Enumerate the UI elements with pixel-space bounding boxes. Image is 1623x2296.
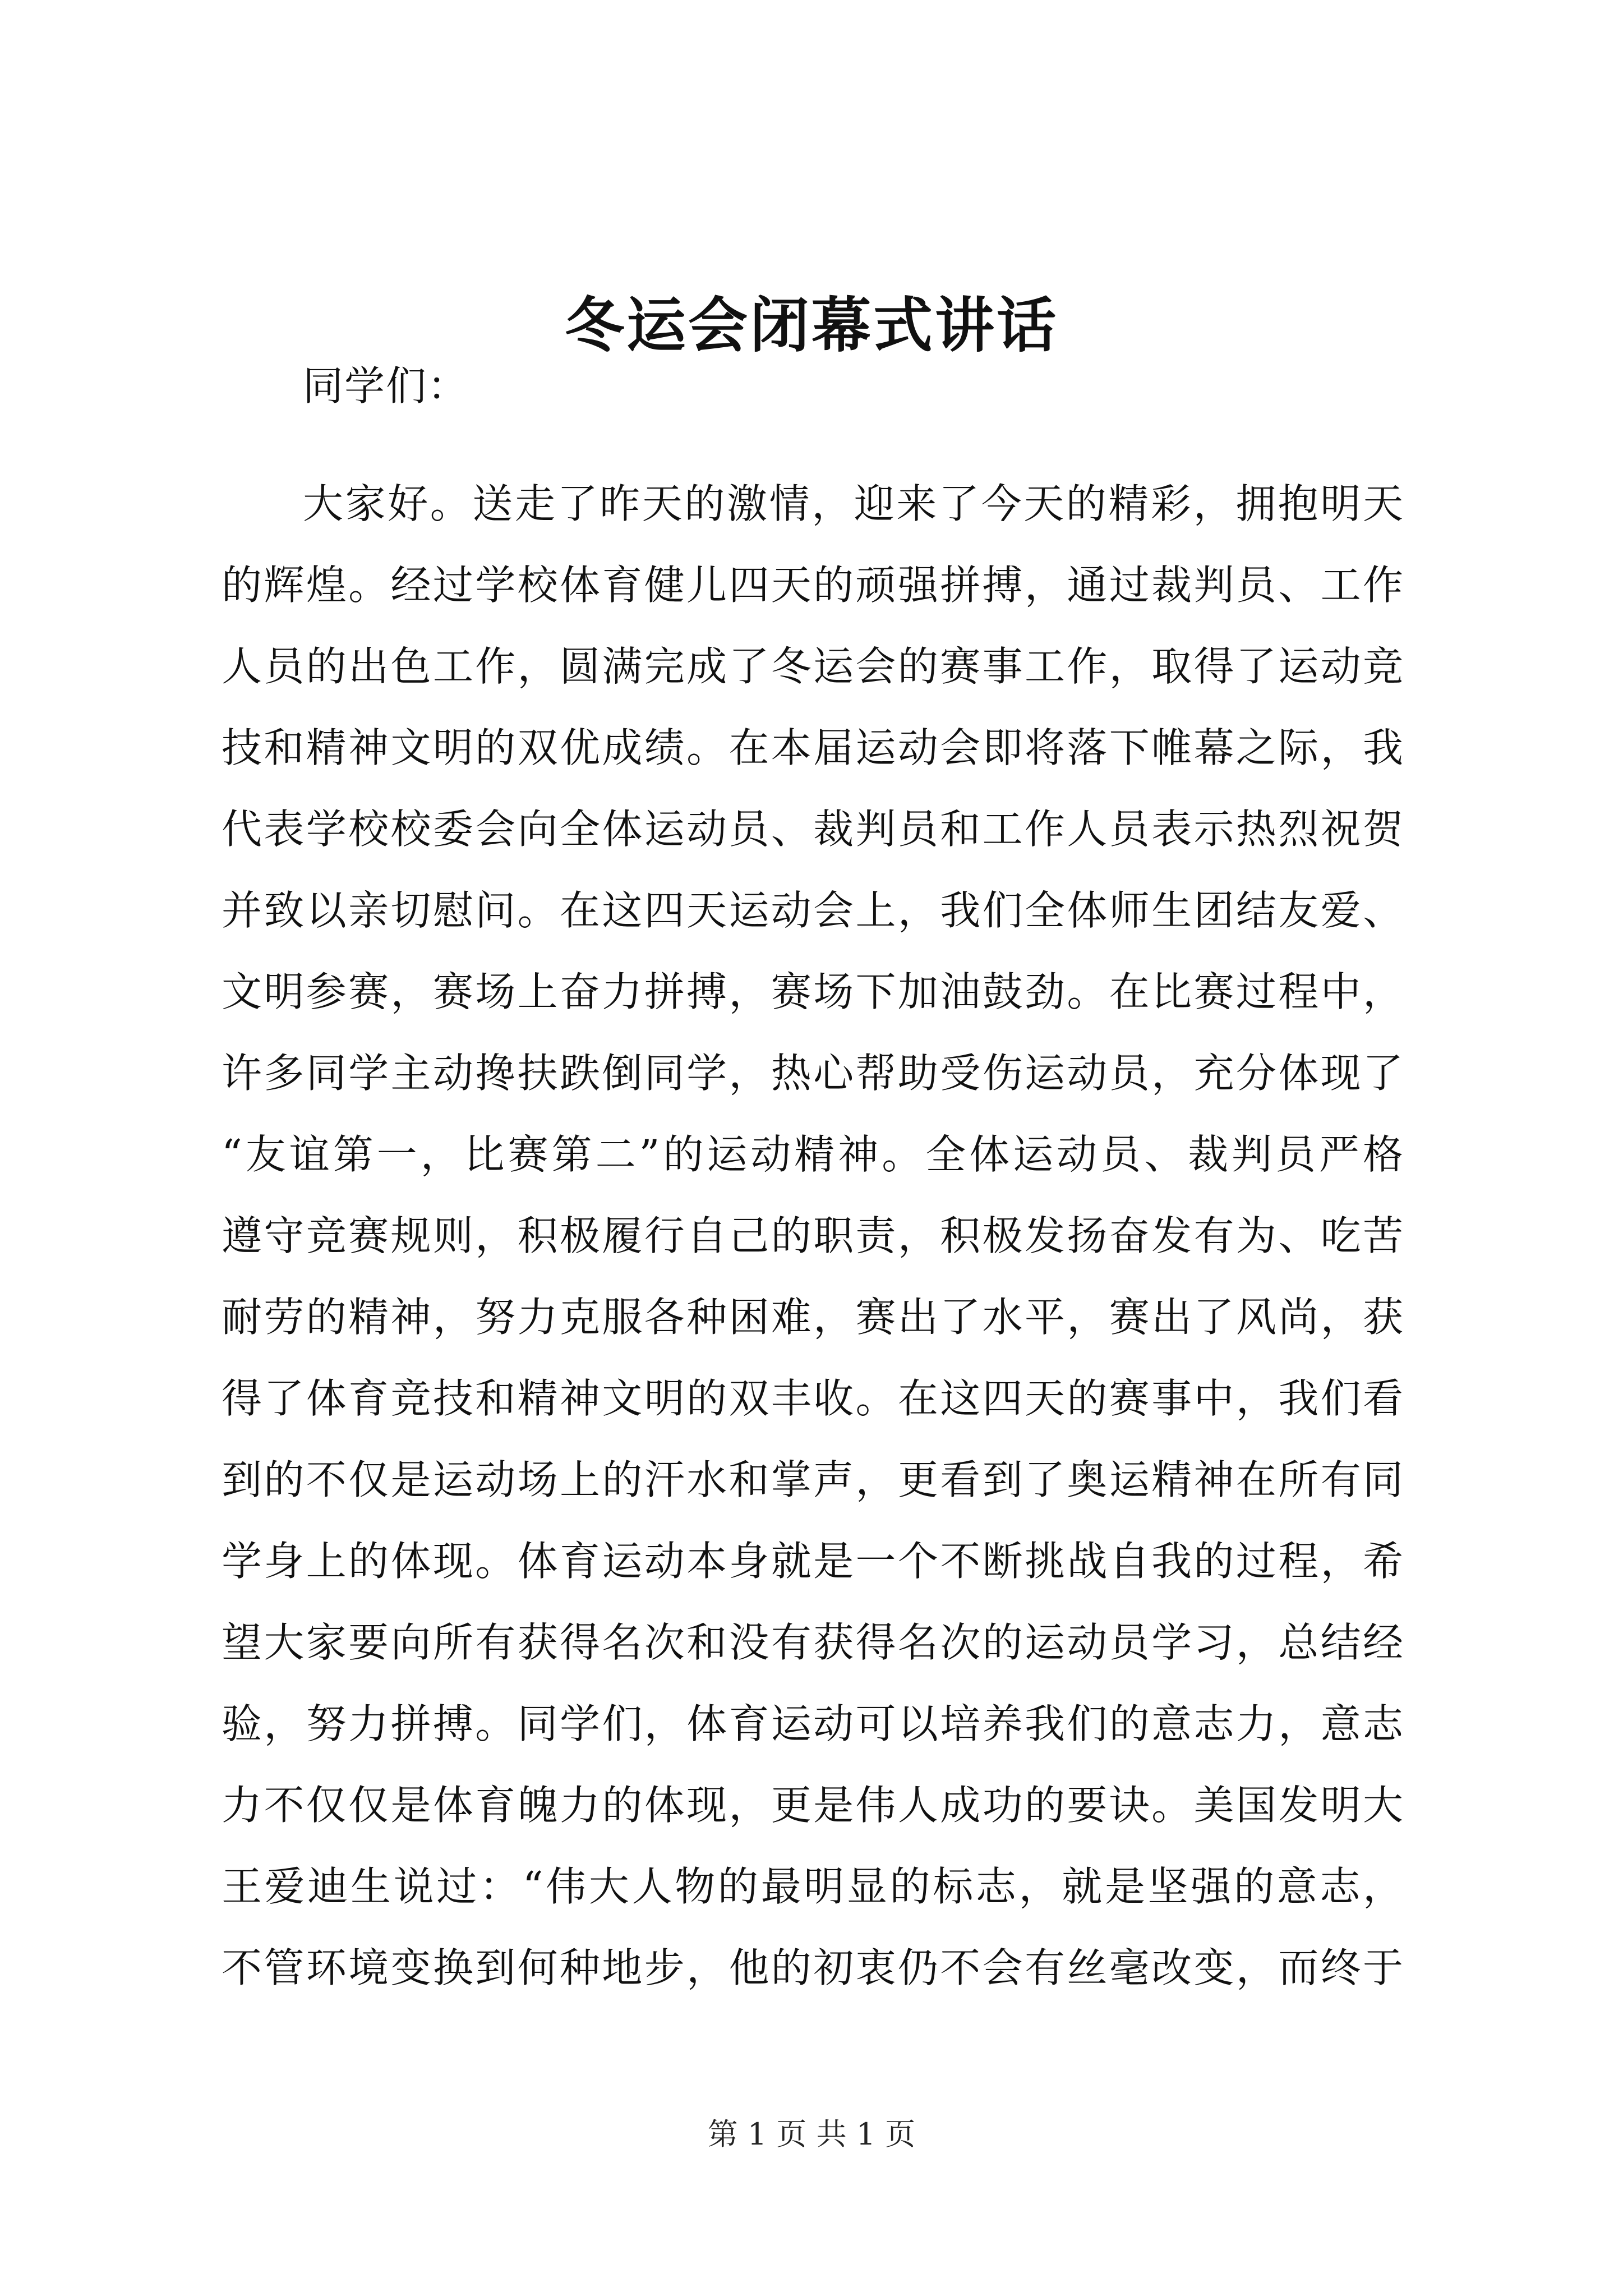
body-line: “友谊第一，比赛第二”的运动精神。全体运动员、裁判员严格 xyxy=(222,1131,1405,1178)
body-line: 技和精神文明的双优成绩。在本届运动会即将落下帷幕之际，我 xyxy=(222,724,1405,771)
body-line: 遵守竞赛规则，积极履行自己的职责，积极发扬奋发有为、吃苦 xyxy=(222,1212,1405,1259)
body-line: 到的不仅是运动场上的汗水和掌声，更看到了奥运精神在所有同 xyxy=(222,1456,1405,1503)
body-line: 验，努力拼搏。同学们，体育运动可以培养我们的意志力，意志 xyxy=(222,1700,1405,1747)
body-line: 得了体育竞技和精神文明的双丰收。在这四天的赛事中，我们看 xyxy=(222,1375,1405,1422)
salutation: 同学们： xyxy=(303,362,469,409)
body-line: 并致以亲切慰问。在这四天运动会上，我们全体师生团结友爱、 xyxy=(222,887,1405,934)
body-line: 文明参赛，赛场上奋力拼搏，赛场下加油鼓劲。在比赛过程中， xyxy=(222,968,1405,1015)
body-line: 代表学校校委会向全体运动员、裁判员和工作人员表示热烈祝贺 xyxy=(222,806,1405,853)
body-line: 大家好。送走了昨天的激情，迎来了今天的精彩，拥抱明天 xyxy=(303,480,1405,527)
body-line: 耐劳的精神，努力克服各种困难，赛出了水平，赛出了风尚，获 xyxy=(222,1294,1405,1341)
body-line: 不管环境变换到何种地步，他的初衷仍不会有丝毫改变，而终于 xyxy=(222,1944,1405,1991)
document-title: 冬运会闭幕式讲话 xyxy=(565,290,1058,360)
body-text xyxy=(222,463,1405,2009)
body-line: 的辉煌。经过学校体育健儿四天的顽强拼搏，通过裁判员、工作 xyxy=(222,562,1405,609)
body-line: 力不仅仅是体育魄力的体现，更是伟人成功的要诀。美国发明大 xyxy=(222,1782,1405,1829)
body-line: 人员的出色工作，圆满完成了冬运会的赛事工作，取得了运动竞 xyxy=(222,643,1405,690)
body-line: 王爱迪生说过：“伟大人物的最明显的标志，就是坚强的意志， xyxy=(222,1863,1405,1910)
body-line: 望大家要向所有获得名次和没有获得名次的运动员学习，总结经 xyxy=(222,1619,1405,1666)
body-line: 学身上的体现。体育运动本身就是一个不断挑战自我的过程，希 xyxy=(222,1538,1405,1585)
page-footer: 第 1 页 共 1 页 xyxy=(707,2116,916,2152)
body-line: 许多同学主动搀扶跌倒同学，热心帮助受伤运动员，充分体现了 xyxy=(222,1050,1405,1097)
